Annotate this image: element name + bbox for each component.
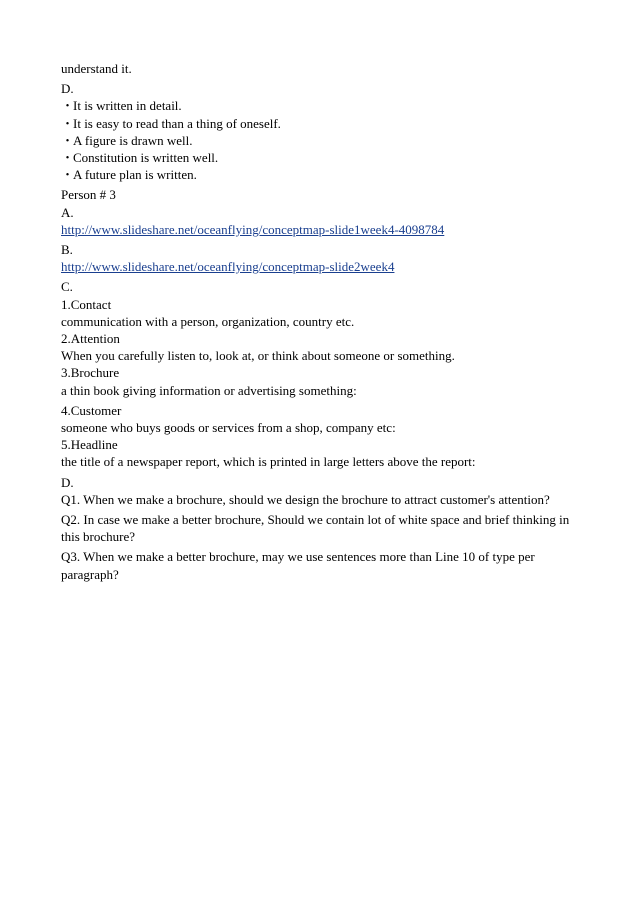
bullet-item [61, 115, 581, 132]
section-d-label: D. [61, 81, 74, 97]
bullet-text: A figure is drawn well. [73, 132, 193, 148]
document-page [61, 60, 581, 583]
section-d-bullet-list [61, 97, 581, 183]
glossary-entry [61, 364, 581, 398]
bullet-mark: ・ [61, 115, 75, 131]
bullet-text: It is easy to read than a thing of oneself. [73, 115, 281, 131]
bullet-mark: ・ [61, 150, 75, 166]
intro-tail-text: understand it. [61, 61, 132, 76]
bullet-mark: ・ [61, 132, 75, 148]
bullet-text: Constitution is written well. [73, 150, 219, 166]
section-b-label: B. [61, 242, 73, 258]
glossary-definition: the title of a newspaper report, which is printed in large letters above the report: [61, 454, 476, 470]
question-item: Q3. When we make a better brochure, may we use sentences more than Line 10 of type per paragraph? [61, 549, 535, 582]
glossary-definition: someone who buys goods or services from a shop, company etc: [61, 420, 396, 436]
question-item: Q1. When we make a brochure, should we design the brochure to attract customer's attention? [61, 491, 550, 507]
glossary-term: 4.Customer [61, 402, 122, 418]
glossary-term: 5.Headline [61, 437, 118, 453]
glossary-entry [61, 296, 581, 330]
section-b-link[interactable]: http://www.slideshare.net/oceanflying/conceptmap-slide2week4 [61, 259, 395, 275]
question-item: Q2. In case we make a better brochure, Should we contain lot of white space and brief thinking in this brochure? [61, 512, 570, 545]
bullet-item [61, 149, 581, 166]
glossary-definition: a thin book giving information or advertising something: [61, 382, 357, 398]
glossary-definition: When you carefully listen to, look at, or think about someone or something. [61, 348, 455, 364]
glossary-term: 2.Attention [61, 331, 120, 347]
glossary-term: 3.Brochure [61, 365, 120, 381]
glossary-definition: communication with a person, organization, country etc. [61, 313, 355, 329]
bullet-text: It is written in detail. [73, 98, 182, 114]
section-d2-label: D. [61, 474, 74, 490]
bullet-text: A future plan is written. [73, 167, 197, 183]
glossary-entry [61, 402, 581, 436]
bullet-mark: ・ [61, 98, 75, 114]
glossary-term: 1.Contact [61, 296, 112, 312]
section-a-label: A. [61, 204, 74, 220]
bullet-mark: ・ [61, 167, 75, 183]
bullet-item [61, 132, 581, 149]
section-c-label: C. [61, 279, 73, 295]
glossary-entry [61, 436, 581, 470]
glossary-entry [61, 330, 581, 364]
bullet-item [61, 166, 581, 183]
section-a-link[interactable]: http://www.slideshare.net/oceanflying/conceptmap-slide1week4-4098784 [61, 221, 445, 237]
bullet-item [61, 97, 581, 114]
person-heading: Person # 3 [61, 187, 116, 203]
